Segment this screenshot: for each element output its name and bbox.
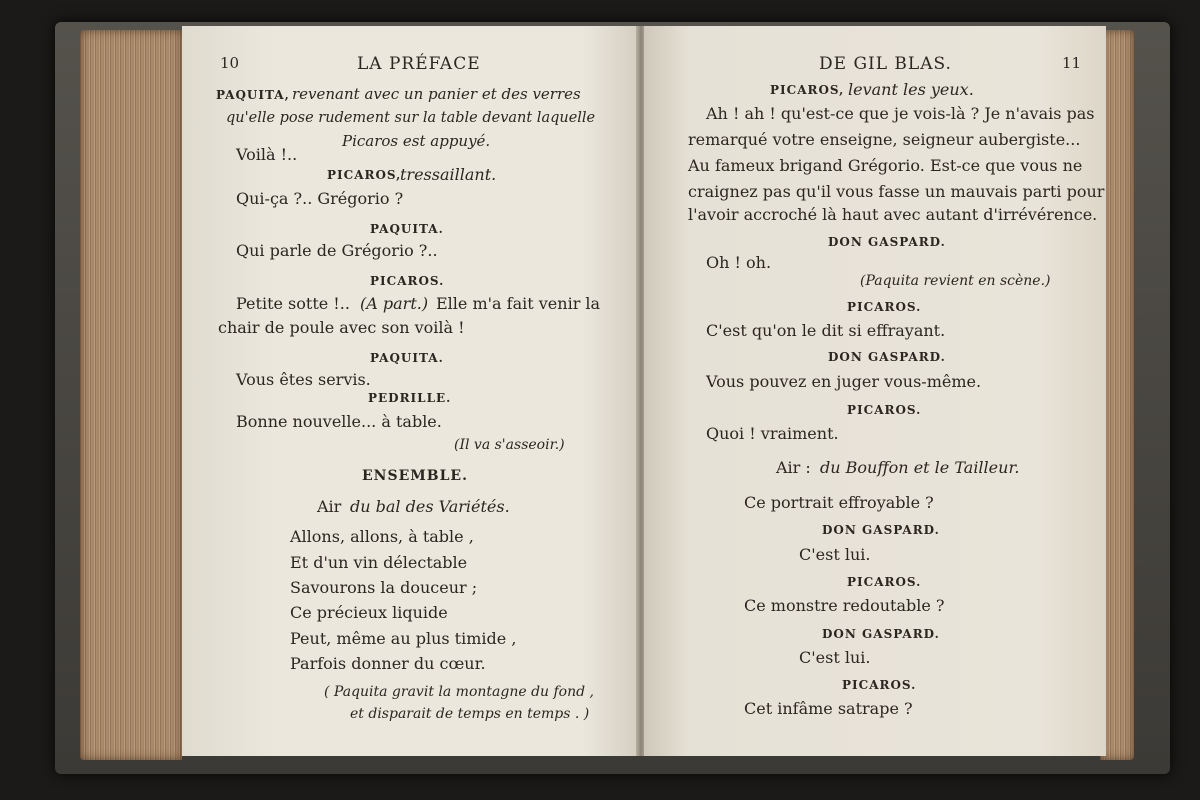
- stage-direction: levant les yeux.: [848, 80, 974, 99]
- speaker-name: PICAROS.: [370, 274, 445, 288]
- speaker-name: PICAROS.: [847, 403, 922, 417]
- speaker-name: PAQUITA.: [370, 222, 444, 236]
- verse-line: Et d'un vin délectable: [290, 553, 468, 572]
- ensemble-heading: ENSEMBLE.: [362, 468, 468, 484]
- stage-direction: tressaillant.: [400, 165, 497, 184]
- verse-line: Ce portrait effroyable ?: [744, 493, 934, 512]
- air-prefix: Air :: [776, 458, 811, 477]
- verse-line: C'est lui.: [799, 648, 871, 667]
- stage-direction: (Paquita revient en scène.): [860, 273, 1051, 289]
- dialogue-line: Oh ! oh.: [706, 253, 772, 272]
- dialogue-line: Au fameux brigand Grégorio. Est-ce que vous ne: [688, 156, 1083, 175]
- speaker-name: PICAROS,: [327, 168, 402, 182]
- verse-line: Savourons la douceur ;: [290, 578, 478, 597]
- running-head: LA PRÉFACE: [357, 54, 481, 74]
- dialogue-line: remarqué votre enseigne, seigneur aubergiste...: [688, 130, 1081, 149]
- speaker-name: PICAROS.: [847, 300, 922, 314]
- verse-line: C'est lui.: [799, 545, 871, 564]
- verse-line: Allons, allons, à table ,: [290, 527, 474, 546]
- verse-line: Peut, même au plus timide ,: [290, 629, 517, 648]
- speaker-name: PICAROS.: [842, 678, 917, 692]
- dialogue-line: l'avoir accroché là haut avec autant d'irrévérence.: [688, 205, 1098, 224]
- speaker-name: PAQUITA,: [216, 88, 290, 102]
- speaker-name: PEDRILLE.: [368, 391, 452, 405]
- page-number: 11: [1062, 54, 1082, 72]
- dialogue-line: craignez pas qu'il vous fasse un mauvais parti pour: [688, 182, 1105, 201]
- speaker-name: PICAROS,: [770, 83, 845, 97]
- dialogue-line: Bonne nouvelle... à table.: [236, 412, 442, 431]
- page-number: 10: [220, 54, 240, 72]
- dialogue-line: Quoi ! vraiment.: [706, 424, 839, 443]
- verse-line: Parfois donner du cœur.: [290, 654, 486, 673]
- stage-direction: ( Paquita gravit la montagne du fond ,: [324, 684, 594, 700]
- speaker-name: DON GASPARD.: [828, 350, 946, 364]
- stage-direction: (Il va s'asseoir.): [454, 437, 565, 453]
- speaker-name: DON GASPARD.: [828, 235, 946, 249]
- dialogue-line: C'est qu'on le dit si effrayant.: [706, 321, 946, 340]
- stage-direction: revenant avec un panier et des verres: [292, 85, 581, 103]
- stage-direction: (A part.): [360, 294, 429, 313]
- dialogue-line: Elle m'a fait venir la: [436, 294, 601, 313]
- stage-direction: et disparait de temps en temps . ): [350, 706, 590, 722]
- dialogue-line: Qui-ça ?.. Grégorio ?: [236, 189, 404, 208]
- dialogue-line: Petite sotte !..: [236, 294, 350, 313]
- dialogue-line: Voilà !..: [236, 145, 298, 164]
- air-prefix: Air: [317, 497, 342, 516]
- speaker-name: PICAROS.: [847, 575, 922, 589]
- right-page: [644, 26, 1106, 756]
- running-head: DE GIL BLAS.: [819, 54, 952, 74]
- stage-direction: qu'elle pose rudement sur la table devant laquelle: [226, 110, 596, 126]
- air-title: du bal des Variétés.: [350, 497, 510, 516]
- speaker-name: DON GASPARD.: [822, 627, 940, 641]
- dialogue-line: Vous pouvez en juger vous-même.: [706, 372, 982, 391]
- verse-line: Cet infâme satrape ?: [744, 699, 913, 718]
- dialogue-line: chair de poule avec son voilà !: [218, 318, 465, 337]
- dialogue-line: Vous êtes servis.: [236, 370, 371, 389]
- left-page-edges: [80, 30, 182, 760]
- stage-direction: Picaros est appuyé.: [342, 132, 491, 150]
- verse-line: Ce monstre redoutable ?: [744, 596, 945, 615]
- dialogue-line: Qui parle de Grégorio ?..: [236, 241, 438, 260]
- speaker-name: PAQUITA.: [370, 351, 444, 365]
- dialogue-line: Ah ! ah ! qu'est-ce que je vois-là ? Je n'avais pas: [706, 104, 1095, 123]
- air-title: du Bouffon et le Tailleur.: [820, 458, 1020, 477]
- verse-line: Ce précieux liquide: [290, 603, 448, 622]
- speaker-name: DON GASPARD.: [822, 523, 940, 537]
- left-page: [182, 26, 638, 756]
